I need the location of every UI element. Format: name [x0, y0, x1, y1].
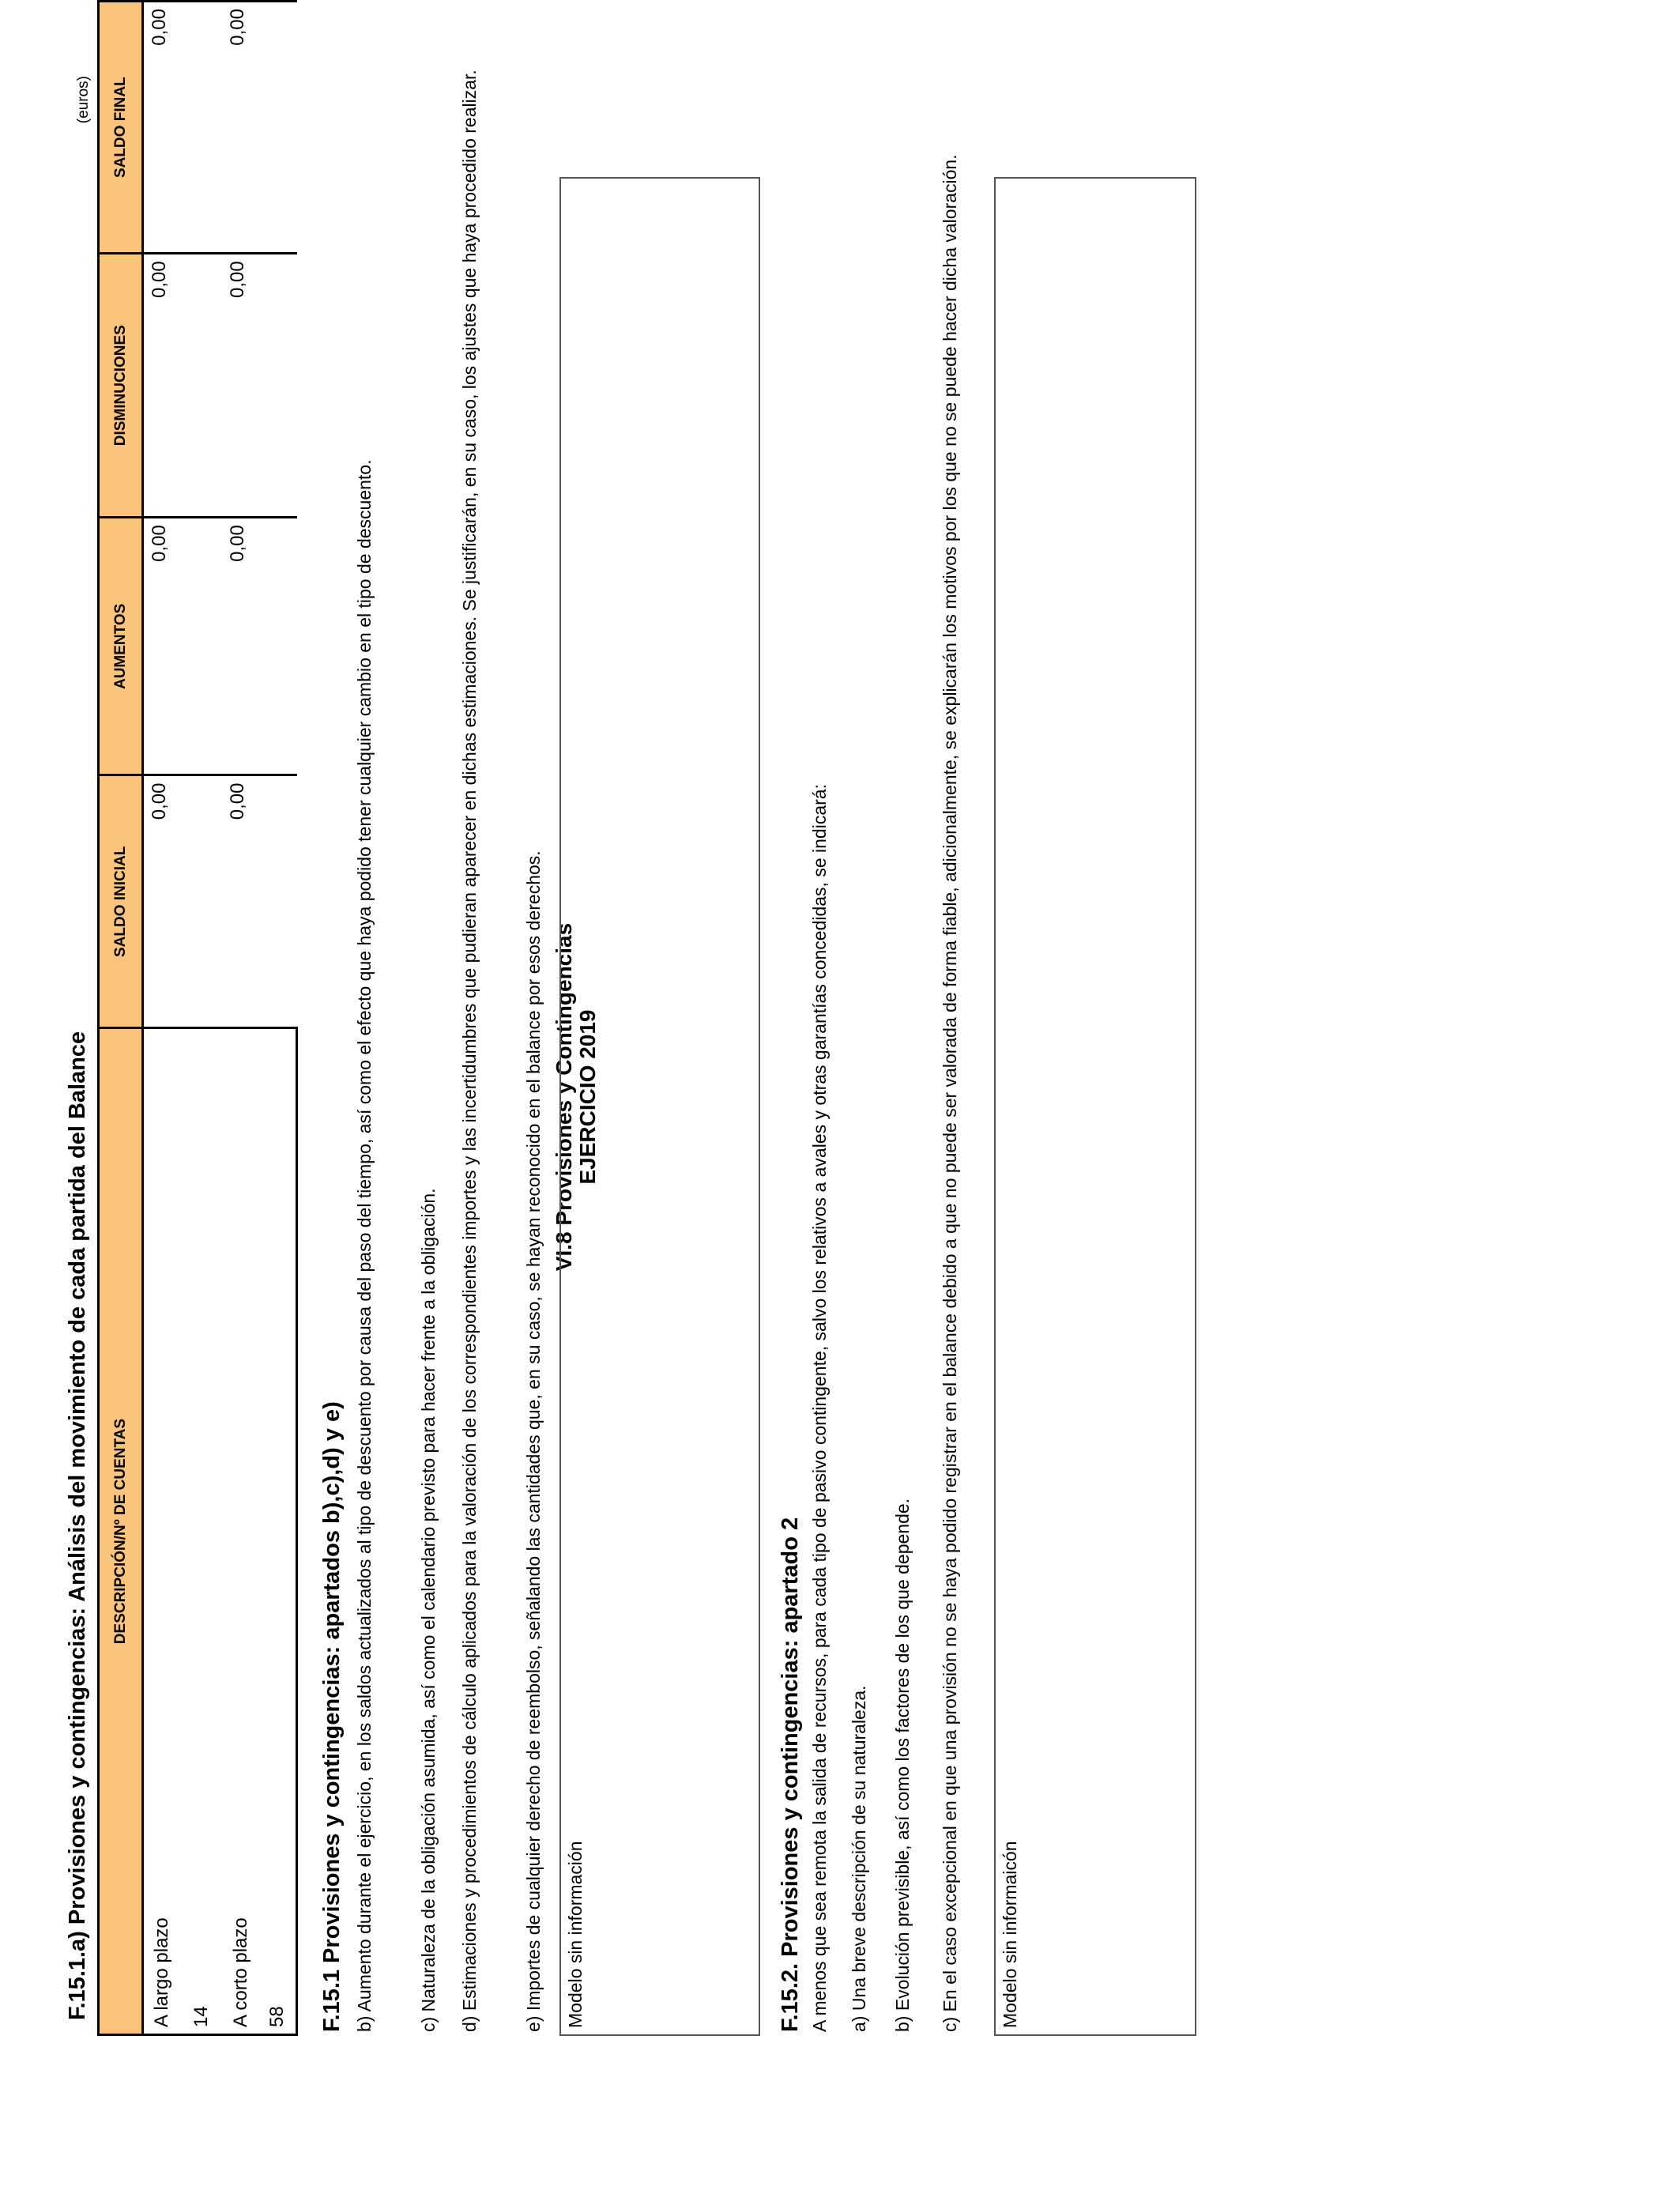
units-label: (euros) [75, 76, 92, 124]
section-b-box-text: Modelo sin información [565, 1841, 586, 2028]
page-year: EJERCICIO 2019 [575, 1009, 600, 1185]
column-header-description: DESCRIPCIÓN/Nº DE CUENTAS [99, 1028, 143, 2035]
section-2-paragraph-c: c) En el caso excepcional en que una provisión no se haya podido registrar en el balance debido a que no puede ser valorada de forma fiable, adicionalmente, se explicarán los motivos por los que no se puede hacer dicha valoración. [940, 154, 960, 2032]
table-row [143, 2, 181, 2035]
movement-table [97, 0, 298, 2036]
section-b-title: F.15.1 Provisiones y contingencias: apartados b),c),d) y e) [319, 1401, 345, 2032]
table-section-title: F.15.1.a) Provisiones y contingencias: Análisis del movimiento de cada partida del Balance [65, 1031, 90, 2020]
table-header-row [99, 2, 143, 2035]
cell-value: 0,00 [222, 2, 297, 254]
section-b-info-box [559, 177, 760, 2036]
row-label-corto-plazo: A corto plazo [222, 1028, 260, 2035]
section-2-paragraph-a: a) Una breve descripción de su naturaleza. [849, 1685, 869, 2032]
section-2-intro: A menos que sea remota la salida de recursos, para cada tipo de pasivo contingente, salvo los relativos a avales y otras garantías concedidas, se indicará: [809, 784, 830, 2032]
row-label-largo-plazo: A largo plazo [143, 1028, 181, 2035]
cell-value: 0,00 [222, 254, 297, 518]
cell-value: 0,00 [143, 254, 222, 518]
section-2-title: F.15.2. Provisiones y contingencias: apartado 2 [778, 1517, 803, 2032]
section-b-paragraph-e: e) Importes de cualquier derecho de reembolso, señalando las cantidades que, en su caso, se hayan reconocido en el balance por esos derechos. [523, 850, 544, 2032]
cell-value: 0,00 [143, 775, 222, 1028]
section-2-info-box [994, 177, 1196, 2036]
section-2-box-text: Modelo sin informaicón [1000, 1841, 1020, 2028]
section-b-paragraph-c: c) Naturaleza de la obligación asumida, así como el calendario previsto para hacer frente a la obligación. [418, 1188, 439, 2032]
section-2-paragraph-b: b) Evolución previsible, así como los factores de los que depende. [892, 1498, 913, 2032]
table-row [222, 2, 260, 2035]
column-header-disminuciones: DISMINUCIONES [99, 254, 143, 518]
section-b-paragraph-b: b) Aumento durante el ejercicio, en los saldos actualizados al tipo de descuento por causa del paso del tiempo, así como el efecto que haya podido tener cualquier cambio en el tipo de descuento. [354, 459, 375, 2032]
row-account-14: 14 [181, 1028, 222, 2035]
row-account-58: 58 [260, 1028, 297, 2035]
column-header-saldo-inicial: SALDO INICIAL [99, 775, 143, 1028]
cell-value: 0,00 [143, 518, 222, 775]
page-title: VI.8 Provisiones y Contingencias [552, 922, 576, 1272]
cell-value: 0,00 [143, 2, 222, 254]
cell-value: 0,00 [222, 518, 297, 775]
column-header-saldo-final: SALDO FINAL [99, 2, 143, 254]
section-b-paragraph-d: d) Estimaciones y procedimientos de cálculo aplicados para la valoración de los correspondientes importes y las incertidumbres que pudieran aparecer en dichas estimaciones. Se justificarán, en su caso, los ajustes que haya procedido realizar. [459, 70, 480, 2032]
column-header-aumentos: AUMENTOS [99, 518, 143, 775]
cell-value: 0,00 [222, 775, 297, 1028]
